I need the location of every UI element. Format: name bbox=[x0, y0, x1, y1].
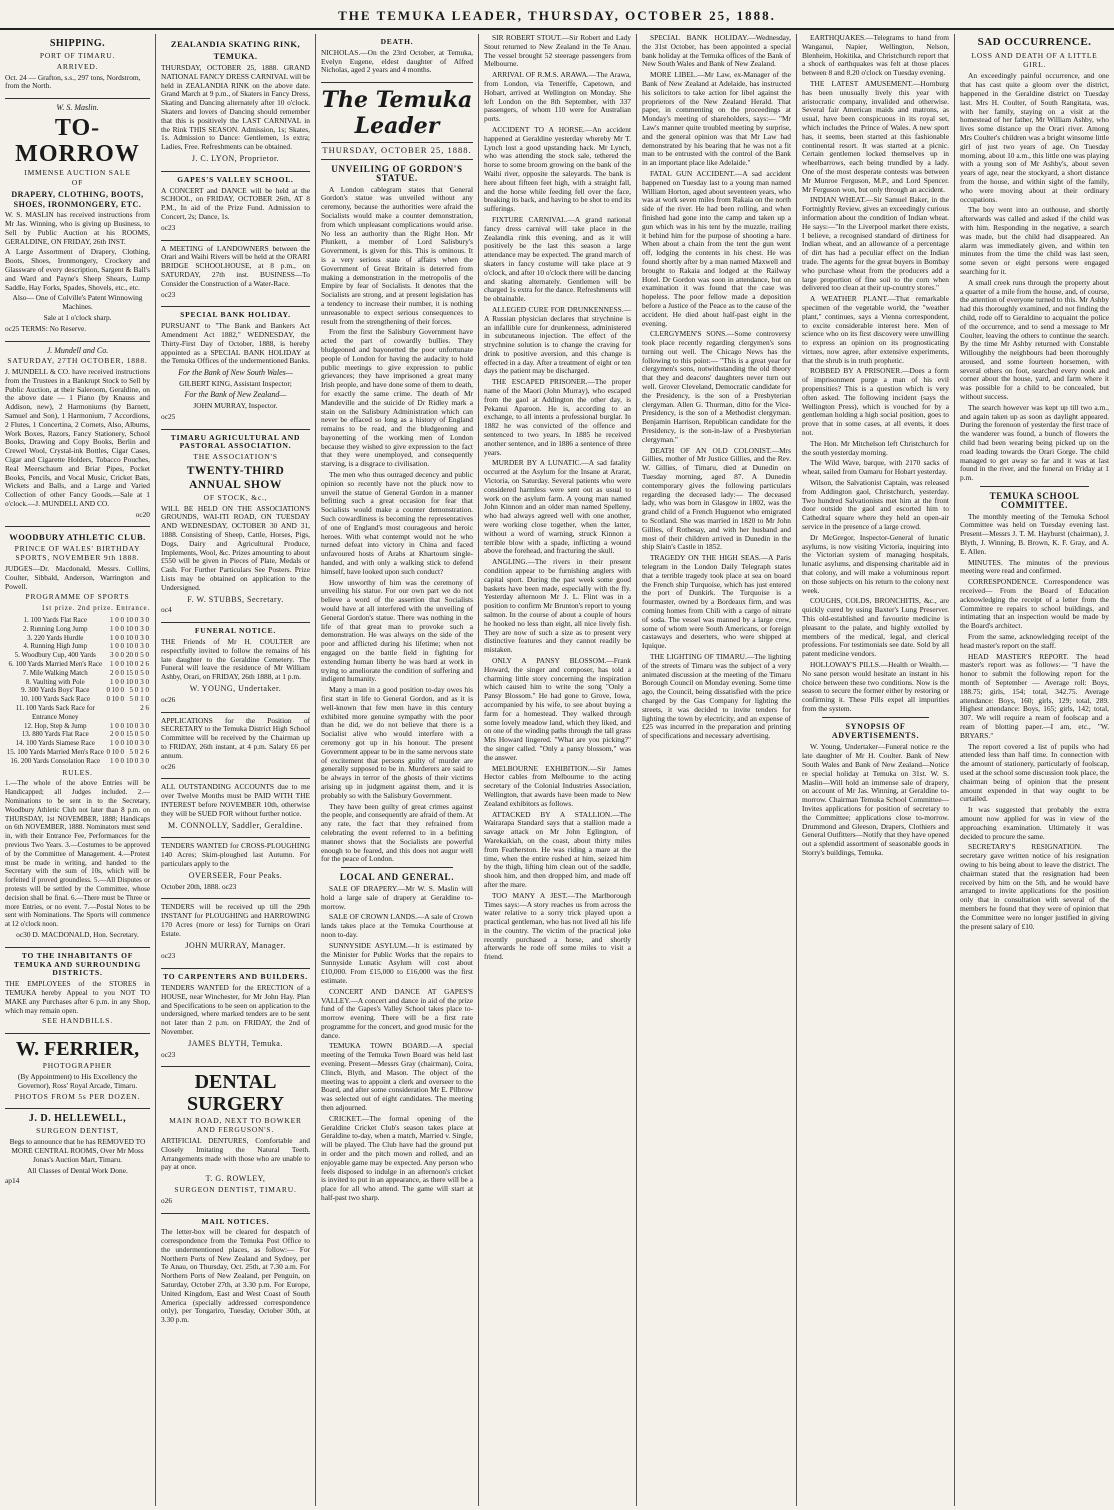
masthead bbox=[0, 0, 1114, 30]
news-item: TRAGEDY ON THE HIGH SEAS.—A Paris telegram in the London Daily Telegraph states that a terrible tragedy took place at sea on board the French ship Turquoise, which has just entered the port of Dunkirk. The Turquoise is a fourmaster, owned by a Bordeaux firm, and was coming homes from Chili with a cargo of nitrate of soda. The vessel was manned by a large crew, some of whom were South Americans, or foreign castaways and deserters, who were shipped at Iquique. bbox=[642, 553, 791, 651]
nameplate bbox=[321, 83, 473, 160]
dental-ref: o26 bbox=[161, 1195, 173, 1205]
news-item: DEATH OF AN OLD COLONIST.—Mrs Gillies, mother of Mr Justice Gillies, and the Rev. W. Gillies, of Timaru, died at Dunedin on Tuesday morning, aged 87. A Dunedin contemporary gives the following particulars regarding the deceased lady:— The deceased lady, who was born in Glasgow in 1802, was the grand child of a French Huguenot who emigrated to Scotland. She was married in 1820 to Mr John Gillies, of Rothesay, and with her husband and most of their children arrived in Dunedin in the ship Slain's Castle in 1852. bbox=[642, 445, 791, 552]
dental-title: SURGEON DENTIST, TIMARU. bbox=[174, 1184, 297, 1194]
harrow-ad bbox=[161, 899, 310, 969]
prize-cell: 3 0 bbox=[140, 756, 149, 765]
agri-show-heading: TWENTY-THIRD ANNUAL SHOW bbox=[186, 464, 285, 491]
gapes-body: A CONCERT and DANCE will be held at the SCHOOL, on FRIDAY, OCTOBER 26th, AT 8 P.M., In aid of the Prize Fund. Admission to Concert, 2s; Dance, 1s. bbox=[161, 185, 310, 221]
hellewell-name: J. D. HELLEWELL, bbox=[28, 1113, 127, 1125]
mundell-date: SATURDAY, 27TH OCTOBER, 1888. bbox=[7, 356, 148, 366]
agri-of: OF STOCK, &c., bbox=[203, 492, 268, 502]
news-item: HOLLOWAY'S PILLS.—Health or Wealth.—No sane person would hesitate an instant in his choice between these two conditions. Now is the season to secure the former either by restoring or confirming it. These Pills expel all impurities from the system. bbox=[802, 659, 949, 713]
hellewell-ad bbox=[5, 1109, 150, 1193]
news-item: Dr McGregor, Inspector-General of lunatic asylums, is now visiting Victoria, inquiring into the Victorian system of managing hospitals, lunatic asylums, and dispensing charitable aid in that colony, and will make a voluminous report on those subjects on his return to the colony next week. bbox=[802, 532, 949, 595]
news-item: TEMUKA TOWN BOARD.—A special meeting of the Temuka Town Board was held last evening. Present—Messrs Gray (chairman), Coira, Clinch, Blyth, and Mason. The object of the meeting was to appoint a clerk and overseer to the Board, and after some consideration Mr E. Pilbrow was selected out of eight candidates. The meeting then adjourned. bbox=[321, 1041, 473, 1113]
news-item: SIR ROBERT STOUT.—Sir Robert and Lady Stout returned to New Zealand in the Te Anau. The vessel brought 52 steerage passengers from Melbourne. bbox=[484, 34, 631, 69]
article-paragraph: The boy went into an outhouse, and shortly afterwards was called and asked if the child was with him. Responding in the negative, a search was made, but the child had disappeared. An alarm was immediately given, and within ten minutes from the time the child was last seen, some seven or eight persons were engaged searching for it. bbox=[960, 205, 1109, 276]
arrived-heading: ARRIVED. bbox=[56, 61, 99, 71]
article-body bbox=[321, 186, 473, 865]
school-committee-heading: TEMUKA SCHOOL COMMITTEE. bbox=[989, 491, 1080, 510]
of-text: OF bbox=[71, 178, 84, 188]
gapes-ref: oc23 bbox=[161, 222, 176, 232]
funeral-signature: W. YOUNG, Undertaker. bbox=[189, 684, 282, 694]
column-1 bbox=[0, 34, 155, 1506]
hellewell-body: Begs to announce that he has REMOVED TO MORE CENTRAL ROOMS, Over Mr Moss Jonas's Auction Mart, Timaru. bbox=[9, 1137, 146, 1164]
woodbury-subheading: PRINCE OF WALES' BIRTHDAY SPORTS, NOVEMBER 9th 1888. bbox=[14, 544, 141, 563]
auction-heading: IMMENSE AUCTION SALE bbox=[24, 167, 131, 177]
news-item: COUGHS, COLDS, BRONCHITIS, &c., are quickly cured by using Baxter's Lung Preserver. This old-established and favourite medicine is pleasant to the palate, and highly extolled by members of the medical, legal, and clerical professions. For testimonials see date. Sold by all patent medicine vendors. bbox=[802, 596, 949, 659]
prize-cell: 10 0 bbox=[126, 616, 139, 625]
news-item: THE LATEST AMUSEMENT.—Hornburg has been unusually lively this year with aristocratic company, invalided and otherwise. Several fair American maids and matrons, as usual, have been conspicuous in its royal set, which includes the Prince of Wales. A new sport has, it seems, been started at this fashionable continental resort. It was started at a picnic. Certain gentlemen locked themselves up in wheelbarrows, each being trundled by a lady. One of the most desperate contests was between Mr Munroe Ferguson, M.P., and Lord Spencer. Mr Ferguson won, but only through an accident. bbox=[802, 78, 949, 194]
agri-ad bbox=[161, 430, 310, 624]
prize-cell: 2 0 0 bbox=[110, 730, 124, 739]
rules-heading: RULES. bbox=[62, 767, 93, 777]
news-item: THE LIGHTING OF TIMARU.—The lighting of the streets of Timaru was the subject of a very animated discussion at the meeting of the Timaru Borough Council on Monday evening. Some time ago, the Council, being dissatisfied with the price charged by the Gas Company for lighting the streets, it was decided to invite tenders for lighting the town by electricity, and an expense of £25 was incurred in the preparation and printing of specifications and necessary advertising. bbox=[642, 651, 791, 741]
divider bbox=[822, 717, 929, 718]
port-heading: PORT OF TIMARU. bbox=[39, 51, 116, 60]
ferrier-ad bbox=[5, 1034, 150, 1109]
accounts-signature: M. CONNOLLY, Saddler, Geraldine. bbox=[168, 820, 303, 830]
news-item: A WEATHER PLANT.—That remarkable specimen of the vegetable world, the "weather plant," continues, says a Vienna correspondent, to excite considerable interest here. Men of science who on its first discovery were unwilling to express an opinion on its prognosticating virtues, now agree, after extensive experiments, that the shrub is in truth prophetic. bbox=[802, 294, 949, 365]
holiday-for-2: For the Bank of New Zealand— bbox=[184, 390, 287, 400]
hellewell-ref: ap14 bbox=[5, 1176, 20, 1186]
news-item: CRICKET.—The formal opening of the Geraldine Cricket Club's season takes place at Geraldine to-day, when a match, Married v. Single, will be played. The Club have had the ground put in order and the pitch mown and rolled, and an enjoyable game may be expected. Any person who feels disposed to indulge in an afternoon's cricket is invited to put in an appearance, as there will be a place for all who attend. The game will start at half-past two sharp. bbox=[321, 1113, 473, 1203]
holiday-ad bbox=[161, 307, 310, 429]
hellewell-heading: SURGEON DENTIST, bbox=[36, 1126, 119, 1136]
harrow-body: TENDERS will be received up till the 29th INSTANT for PLOUGHING and HARROWING 170 Acres (more or less) for Turnips on Orari Estate. bbox=[161, 902, 310, 938]
news-item: ANGLING.—The rivers in their present condition appear to be furnishing anglers with capital sport. During the past week some good baskets have been made, especially with the fly. Yesterday afternoon Mr J. L. Flint was in a position to confirm Mr Brunton's report to young salmon. In the course of about a couple of hours he hooked no less than eight, all nice lively fish. They are now of such a size as to present very distinctive features and they cannot readily be mistaken. bbox=[484, 557, 631, 655]
programme-row bbox=[5, 660, 150, 669]
woodbury-heading: WOODBURY ATHLETIC CLUB. bbox=[9, 532, 146, 543]
mail-body: The letter-box will be cleared for despatch of correspondence from the Temuka Post Office to the undermentioned places, as follow:— For Northern Ports of New Zealand and Sydney, per Te Anau, on Thursday, Oct. 25th, at 7.30 a.m. For Northern Ports of New Zealand, per Penguin, on Saturday, October 27th, at 3.30 p.m. For Europe, United Kingdom, East and West Coast of South America (specially addressed correspondence only), per Tongariro, Tuesday, October 30th, at 3.30 p.m. bbox=[161, 1227, 310, 1325]
prize-cell: 1 0 0 bbox=[110, 677, 124, 686]
programme-row bbox=[5, 642, 150, 651]
death-body: NICHOLAS.—On the 23rd October, at Temuka, Evelyn Eugene, eldest daughter of Alfred Nicholas, aged 2 years and 4 months. bbox=[321, 47, 473, 75]
carpenters-signature: JAMES BLYTH, Temuka. bbox=[188, 1038, 283, 1048]
newspaper-title: The Temuka Leader bbox=[321, 87, 473, 140]
prize-cell: 3 0 bbox=[140, 739, 149, 748]
secretary-ref: oc26 bbox=[161, 761, 176, 771]
report-paragraph: The report covered a list of pupils who had attended less than half time. In connection with the amount of stationery, particularly of foolscap, used at the school some discussion took place, the chairman being of opinion that the present amount expended in that way ought to be curtailed. bbox=[960, 741, 1109, 804]
holiday-for-1: For the Bank of New South Wales— bbox=[178, 368, 293, 378]
report-paragraph: It was suggested that probably the extra amount now applied for was in view of the approaching examination. Ultimately it was decided to procure the same. bbox=[960, 805, 1109, 841]
programme-row bbox=[5, 748, 150, 757]
harrow-signature: JOHN MURRAY, Manager. bbox=[185, 940, 286, 950]
sad-occurrence-subhead: LOSS AND DEATH OF A LITTLE GIRL. bbox=[971, 50, 1098, 69]
inhabitants-ad bbox=[5, 948, 150, 1034]
plough-date: October 20th, 1888. oc23 bbox=[161, 881, 237, 891]
news-item: SUNNYSIDE ASYLUM.—It is estimated by the Minister for Public Works that the repairs to Sunnyside Lunatic Asylum will cost about £10,000. From £15,000 to £16,000 was the first estimate. bbox=[321, 940, 473, 985]
news-item: SALE OF DRAPERY.—Mr W. S. Maslin will hold a large sale of drapery at Geraldine to-morrow. bbox=[321, 883, 473, 911]
event-name: 4. Running High Jump bbox=[23, 642, 88, 651]
prize-cell: 10 0 bbox=[126, 660, 139, 669]
ferrier-price: PHOTOS FROM 5s PER DOZEN. bbox=[14, 1091, 141, 1101]
article-paragraph: A small creek runs through the property about a quarter of a mile from the house, and, of course, the attention of everyone turned to this. Mr Ashby had this thoroughly examined, and not finding the child, rode off to Geraldine to acquaint the police of the occurrence, and to send a message to Mr Coulter, leaving the others to continue the search. By the time Mr Ashby returned with Constable Willoughby the neighbours had been thoroughly aroused, and some fourteen horsemen, with several others on foot, searched every nook and corner about the house, yard, and farm where it was possible for a child to be concealed, but without success. bbox=[960, 277, 1109, 402]
rules-text: 1.—The whole of the above Entries will be Handicapped; all Judges included. 2.—Nominations to be sent in to the Secretary, Woodbury Athletic Club not later than 8 p.m. on THURSDAY, 1st NOVEMBER, 1888; Handicaps on 6th NOVEMBER, 1888. Nominators must send in, with their Entrance Fee, Performances for the previous Two Years. 3.—Costumes to be approved of by the Committee of Management. 4.—Protest must be made in writing, and handed to the Secretary with the sum of 10s, which will be forfeited if proved groundless. 5.—All Disputes or protests will be settled by the Committee, whose decision shall be final. 6.—There must be Three or more Entries, or no event. 7.—Postal Notes to be sent with Nominations. The Sports will commence at 12 o'clock noon. bbox=[5, 779, 150, 929]
prize-cell: 5 0 bbox=[129, 686, 139, 695]
prize-cell: 1 0 bbox=[140, 695, 149, 704]
gapes-ad bbox=[161, 172, 310, 241]
programme-row bbox=[5, 669, 150, 678]
carpenters-ad bbox=[161, 969, 310, 1067]
event-name: 10. 100 Yards Sack Race bbox=[20, 695, 91, 704]
programme-row bbox=[5, 686, 150, 695]
prize-cell: 2 0 0 bbox=[110, 668, 124, 677]
prize-cell: 5 0 bbox=[129, 748, 139, 757]
programme-row bbox=[5, 704, 150, 722]
inhabitants-heading: TO THE INHABITANTS OF TEMUKA AND SURROUNDING DISTRICTS. bbox=[13, 950, 142, 978]
secretary-ad bbox=[161, 713, 310, 780]
programme-row bbox=[5, 634, 150, 643]
programme-row bbox=[5, 739, 150, 748]
programme-columns: 1st prize. 2nd prize. Entrance. bbox=[41, 604, 150, 613]
prize-cell bbox=[106, 704, 126, 722]
maslin-also: Also— One of Colville's Patent Winnowing Machines. bbox=[12, 293, 143, 312]
news-item: SPECIAL BANK HOLIDAY.—Wednesday, the 31st October, has been appointed a special bank holiday at the Temuka offices of the Bank of New South Wales and Bank of New Zealand. bbox=[642, 34, 791, 69]
event-name: 8. Vaulting with Pole bbox=[25, 677, 85, 686]
report-paragraph: MINUTES. The minutes of the previous meeting were read and confirmed. bbox=[960, 557, 1109, 576]
prize-cell: 0 10 0 bbox=[106, 748, 124, 757]
prize-cell: 10 0 bbox=[126, 624, 139, 633]
prize-cell: 5 0 bbox=[140, 668, 149, 677]
death-notice bbox=[321, 34, 473, 83]
dental-heading: DENTAL SURGERY bbox=[186, 1071, 285, 1116]
prize-cell: 1 0 0 bbox=[110, 624, 124, 633]
funeral-ref: oc26 bbox=[161, 694, 176, 704]
article-paragraph: From the first the Salisbury Government have acted the part of cowardly bullies. They bludgeoned and bayonetted the poor unfortunate people of London for having the audacity to hold public meetings to give expression to public grievances; they have imprisoned a great many Irish people, and have done some of them to death, for exactly the same crime. The death of Mr Mandeville and the suicide of Dr Ridley mark a stain on the Salisbury Administration which can never be effaced so long as a history of England remains to be read, and the bludgeoning and bayonetting of the working men of London because they wished to give expression to the fact that they were unemployed, and consequently starving, is a disgrace to civilisation. bbox=[321, 327, 473, 469]
plough-signature: OVERSEER, Four Peaks. bbox=[188, 870, 283, 880]
mundell-heading: J. Mundell and Co. bbox=[46, 345, 109, 355]
prize-cell: 5 0 bbox=[140, 730, 149, 739]
prize-cell: 10 0 bbox=[126, 633, 139, 642]
event-name: 15. 100 Yards Married Men's Race bbox=[6, 748, 104, 757]
sad-occurrence-headline: SAD OCCURRENCE. bbox=[977, 36, 1092, 48]
article-paragraph: The search however was kept up till two a.m., and again taken up as soon as daylight appeared. During the forenoon of yesterday the first trace of the wanderer was found, a bunch of flowers the child had been wearing being picked up on the road leading towards the Orari Gorge. The child managed to get away so far and it was at last found in the river, and the funeral on Friday at 1 p.m. bbox=[960, 402, 1109, 483]
woodbury-signature: oc30 D. MACDONALD, Hon. Secretary. bbox=[16, 929, 139, 939]
holiday-body: PURSUANT to "The Bank and Bankers Act Amendment Act 1882," WEDNESDAY, the Thirty-First Day of October, 1888, is hereby appointed as a SPECIAL BANK HOLIDAY at the Temuka Offices of the undermentioned Banks. bbox=[161, 321, 310, 366]
plough-body: TENDERS WANTED for CROSS-PLOUGHING 140 Acres; Skim-ploughed last Autumn. For particulars apply to the bbox=[161, 841, 310, 868]
maslin-sale: Sale at 1 o'clock sharp. bbox=[43, 313, 112, 323]
prize-cell: 20 0 bbox=[126, 651, 139, 660]
news-item: ONLY A PANSY BLOSSOM.—Frank Howard, the singer and composer, has told a charming little story concerning the inspiration which caused him to write the song "Only a Pansy Blossom." He had gone to Grove, Iowa, accompanied by his wife, to see about buying a farm for a homestead. They walked through some lovely meadow land, which they liked, and on one of the winding paths through the tall grass Mrs Howard lingered. "What are you picking?" the singer called. "Only a pansy blossom," was the answer. bbox=[484, 655, 631, 762]
hellewell-note: All Classes of Dental Work Done. bbox=[27, 1165, 128, 1175]
holiday-signature-1: GILBERT KING, Assistant Inspector; bbox=[179, 378, 292, 388]
prize-cell: 10 0 bbox=[126, 677, 139, 686]
funeral-body: THE Friends of Mr H. COULTER are respectfully invited to follow the remains of his late daughter to the Geraldine Cemetery. The Funeral will leave the residence of Mr William Ashby, Orari, on FRIDAY, 26th 1888, at 1 p.m. bbox=[161, 637, 310, 682]
news-item: FIXTURE CARNIVAL.—A grand national fancy dress carnival will take place in the Zealandia rink this evening, and as it will positively be the last this season a large attendance may be expected. The grand march of skaters in fancy costume will take place at 9 o'clock, and after 10 o'clock there will be dancing and skating alternately. Gentlemen will be charged 1s extra for the dance. Refreshments will be obtainable. bbox=[484, 214, 631, 304]
tomorrow-heading: TO-MORROW bbox=[15, 114, 140, 167]
event-name: 13. 880 Yards Flat Race bbox=[21, 730, 89, 739]
carpenters-body: TENDERS WANTED for the ERECTION of a HOUSE, near Winchester, for Mr John Hay. Plan and Specifications to be seen on application to the undersigned, where marked tenders are to be sent not later than 2 p.m. on FRIDAY, the 2nd of November. bbox=[161, 982, 310, 1036]
shipping-heading: SHIPPING. bbox=[49, 38, 106, 49]
prize-cell: 5 0 bbox=[129, 695, 139, 704]
prize-cell: 3 0 bbox=[140, 633, 149, 642]
prize-cell: 10 0 bbox=[126, 739, 139, 748]
arrived-text: Oct. 24 — Grafton, s.s., 297 tons, Nordstrom, from the North. bbox=[5, 72, 141, 91]
prize-cell: 15 0 bbox=[126, 730, 139, 739]
carpenters-ref: oc23 bbox=[161, 1049, 176, 1059]
programme-row bbox=[5, 757, 150, 766]
skating-ad bbox=[161, 34, 310, 172]
column-4 bbox=[478, 34, 636, 1506]
programme-row bbox=[5, 651, 150, 660]
accounts-body: ALL OUTSTANDING ACCOUNTS due to me over Twelve Months must be PAID WITH THE INTEREST before NOVEMBER 10th, otherwise they will be SUED FOR without further notice. bbox=[161, 782, 310, 818]
secretary-body: APPLICATIONS for the Position of SECRETARY to the Temuka District High School Committee will be received by the Chairman up to FRIDAY, 26th instant, at 4 p.m. Salary £6 per annum. bbox=[161, 715, 310, 760]
funeral-ad bbox=[161, 623, 310, 712]
dental-body: ARTIFICIAL DENTURES, Comfortable and Closely Imitating the Natural Teeth. Arrangements made with those who are unable to pay at once. bbox=[161, 1135, 310, 1172]
programme-table bbox=[5, 616, 150, 766]
agri-body: WILL BE HELD ON THE ASSOCIATION'S GROUNDS, WAI-ITI ROAD, ON TUESDAY AND WEDNESDAY, OCTOBER 30 AND 31, 1888. Consisting of Sheep, Cattle, Horses, Pigs, Dogs, Dairy and Agricultural Produce, Implements, Wool, &c. Prizes amounting to about £550 will be given in Pieces of Plate, Medals or Cash. For Further Particulars See Posters. Prize Lists may be obtained on application to the Undersigned. bbox=[161, 503, 310, 592]
prize-cell: 10 0 bbox=[126, 642, 139, 651]
prize-cell: 3 0 bbox=[140, 624, 149, 633]
article-paragraph: The men who thus outraged decency and public opinion so recently have not the pluck now to unveil the statue of General Gordon in a manner befitting such a great occasion for fear that Socialists would make a counter demonstration. Such cowardliness is becoming the representatives of one of England's most courageous and heroic heroes. With what contempt would not he who turned defeat into victory in China and faced unfavoured hosts of Arabs at Khartoum single-handed, and with only a walking stick to defend himself, have looked upon such conduct? bbox=[321, 470, 473, 576]
running-head: THE TEMUKA LEADER, THURSDAY, OCTOBER 25, 1888. bbox=[338, 8, 776, 23]
synopsis-text: W. Young, Undertaker—Funeral notice re the late daughter of Mr H. Coulter. Bank of New South Wales and Bank of New Zealand—Notice re special holiday at Temuka on 31st. W. S. Maslin—Will hold an immense sale of drapery, on account of Mr Jas. Winning, at Geraldine to-morrow. Chairman Temuka School Committee—Invites applications for position of secretary to the Committee; applications close to-morrow. Drummond and Gleeson, Drapers, Clothiers and General Outfitters—Notify that they have opened out a splendid assortment of seasonable goods in Storry's buildings, Temuka. bbox=[802, 742, 949, 857]
column-7 bbox=[954, 34, 1114, 1506]
goods-heading: DRAPERY, CLOTHING, BOOTS, SHOES, IRONMONGERY, ETC. bbox=[11, 190, 144, 209]
programme-row bbox=[5, 730, 150, 739]
event-name: 1. 100 Yards Flat Race bbox=[23, 616, 87, 625]
prize-cell: 1 0 0 bbox=[110, 616, 124, 625]
news-item: EARTHQUAKES.—Telegrams to hand from Wanganui, Napier, Wellington, Nelson, Blenheim, Hokitika, and Christchurch report that a shock of earthquakes was felt at those places between 8 and 8.20 o'clock on Tuesday evening. bbox=[802, 34, 949, 78]
prize-cell: 2 6 bbox=[140, 660, 149, 669]
prize-cell: 1 0 0 bbox=[110, 721, 124, 730]
landowners-ref: oc23 bbox=[161, 289, 176, 299]
news-item: MURDER BY A LUNATIC.—A sad fatality occurred at the Asylum for the Insane at Ararat, Victoria, on Saturday. Several patients who were considered harmless were sent out as usual to work on the asylum farm. A young man named John Kinnon and an older man named Spelleny, who had always agreed well with one another, were working close together, when the latter, without a word of warning, struck Kinnon a terrible blow with a spade, inflicting a wound above the forehead, and fracturing the skull. bbox=[484, 458, 631, 556]
news-item: ARRIVAL OF R.M.S. ARAWA.—The Arawa, from London, via Teneriffe, Capetown, and Hobart, arrived at Wellington on Monday. She left London on the 8th September, with 337 passengers, of whom 110 were for Australian ports. bbox=[484, 70, 631, 124]
prize-cell bbox=[125, 704, 139, 722]
news-item: INDIAN WHEAT.—Sir Samuel Baker, in the Fortnightly Review, gives an exceedingly curious information about the condition of Indian wheat. He says:—"In the Liverpool market there exists, I believe, a recognised standard of dirtiness for Indian wheat, and an allowance of a percentage of dirt has had a peculiar effect on the Indian trade. The agents for the great buyers in Bombay who purchase wheat from the producers add a large proportion of fine soil to the corn when delivered too clean at their up-country stores." bbox=[802, 195, 949, 293]
prize-cell: 1 0 0 bbox=[110, 633, 124, 642]
harrow-ref: oc23 bbox=[161, 951, 176, 961]
article-paragraph: An exceedingly painful occurrence, and one that has cast quite a gloom over the district, happened in the Geraldine district on Tuesday last. Mrs H. Coulter, of South Rangitata, was, with her family, staying on a visit at the homestead of her father, Mr William Ashby, who lives some distance up the Orari river. Among Mrs Coulter's children was a bright winsome little girl of just two years of age. On Tuesday morning, about 10 a.m., this little one was playing with a young son of Mr Ashby's, about seven years of age, near the stockyard, a short distance from the house, and within sight of the family, who were moving about at their ordinary occupations. bbox=[960, 71, 1109, 204]
inhabitants-see: SEE HANDBILLS. bbox=[42, 1016, 113, 1026]
holiday-ref: oc25 bbox=[161, 411, 176, 421]
accounts-ad bbox=[161, 779, 310, 838]
prize-cell: 2 6 bbox=[140, 704, 149, 713]
news-item: TOO MANY A JEST.—The Marlborough Times says:—A story reaches us from across the water relative to a sorry trick played upon a practical gentleman, who has not lived all his life in the country. The victim of the practical joke recently purchased a horse, and shortly afterwards he rode off some miles to visit a friend. bbox=[484, 890, 631, 962]
prize-cell: 5 0 bbox=[140, 651, 149, 660]
article-paragraph: Many a man in a good position to-day owes his first start in life to General Gordon, and as it is well-known that few men have in this century exhibited more genuine sympathy with the poor than he did, we do not believe that there is a Socialist alive who would interfere with a ceremony got up in his honour. The present Government appear to be in the same nervous state of excitement that persons guilty of murder are generally supposed to be in. Murderers are said to be always in terror of the ghosts of their victims arising up in judgment against them, and it is probably so with the Salisbury Government. bbox=[321, 685, 473, 800]
news-item: ROBBED BY A PRISONER.—Does a form of imprisonment purge a man of his evil propensities? This is a question which is very often asked. The following incident (says the Wellington Press), which is vouched for by a gentleman holding a high social position, goes to prove that in some cases, at all events, it does not. bbox=[802, 366, 949, 438]
holiday-signature-2: JOHN MURRAY, Inspector. bbox=[193, 400, 278, 410]
prize-cell: 1 0 0 bbox=[110, 642, 124, 651]
article-paragraph: A London cablegram states that General Gordon's statue was unveiled without any ceremony, because the authorities were afraid the Socialists would make a counter demonstration, from which unpleasant complications would arise. No less an authority than the Right Hon. Mr Plunkett, a member of Lord Salisbury's Government, is given for this. This is ominous. It is a very serious state of affairs when the Government of Great Britain is deterred from making a demonstration in the metropolis of the Empire by fear of Socialists. It denotes that the Socialists are strong, and at present legislation has a tendency to increase their number, it is nothing unreasonable to expect serious consequences to result from the strengthening of their forces. bbox=[321, 184, 473, 326]
news-item: SALE OF CROWN LANDS.—A sale of Crown lands takes place at the Temuka Courthouse at noon to-day. bbox=[321, 912, 473, 939]
event-name: 16. 200 Yards Consolation Race bbox=[10, 756, 101, 765]
funeral-heading: FUNERAL NOTICE. bbox=[194, 626, 277, 636]
plough-ad bbox=[161, 838, 310, 899]
news-item: Wilson, the Salvationist Captain, was released from Addington gaol, Christchurch, yesterday. Two hundred Salvationists met him at the front door outside the gaol and escorted him to Cathedral square where they held an open-air service in the presence of a large crowd. bbox=[802, 478, 949, 532]
programme-row bbox=[5, 722, 150, 731]
news-item: THE ESCAPED PRISONER.—The proper name of the Maori (John Murray), who escaped from the gaol at Addington the other day, is Pekanui Aparoon. He is, according to an exchange, to all intents a professional burglar. In 1882 he was convicted of the offence and sentenced to two years. In 1885 he received another sentence, and in 1886 a sentence of three years. bbox=[484, 377, 631, 457]
news-item: The Hon. Mr Mitchelson left Christchurch for the south yesterday morning. bbox=[802, 438, 949, 457]
event-name: 6. 100 Yards Married Men's Race bbox=[8, 660, 103, 669]
news-item: CLERGYMEN'S SONS.—Some controversy took place recently regarding clergymen's sons turning out well. The Chicago News has the following to this point:— "This is a great year for clergymen's sons, notwithstanding the old theory that they and deacons' daughters never turn out well. Grover Cleveland, Democratic candidate for the Presidency, is the son of a Presbyterian clergyman. Allen G. Thurman, ditto for the Vice-Presidency, is the son of a Methodist clergyman. Benjamin Harrison, Republican candidate for the Presidency, is the son-in-law of a Presbyterian clergyman." bbox=[642, 329, 791, 444]
skating-signature: J. C. LYON, Proprietor. bbox=[191, 153, 280, 163]
article-heading: UNVEILING OF GORDON'S STATUE. bbox=[331, 163, 463, 183]
news-item: MORE LIBEL.—Mr Law, ex-Manager of the Bank of New Zealand at Adelaide, has instructed his solicitors to take action for libel against the proprietors of the New Zealand Herald. That paper, in commenting on the proceedings at Monday's meeting of shareholders, says:— "Mr Law's manner quite troubled meeting by surprise, and the general opinion was that Mr Law had demonstrated by his bearing that he was not a fit man to be entrusted with the control of the Bank in an important place like Adelaide." bbox=[642, 70, 791, 168]
report-paragraph: HEAD MASTER'S REPORT. The head master's report was as follows:— "I have the honor to submit the following report for the month of September — Average roll: Boys, 188.75; girls, 154; total, 342.75. Average attendance: Boys, 160; girls, 129; total, 289. Highest attendance: Boys, 165; girls, 142; total, 307. We will require a ream of foolscap and a ream of blotting paper.—I am, etc., "W. BRYARS." bbox=[960, 651, 1109, 740]
article-paragraph: They have been guilty of great crimes against the people, and consequently are afraid of them. At any rate, the fact that they refrained from celebrating the event referred to in a befitting manner shows that the Socialists are powerful enough to be feared, and this does not augur well for the peace of London. bbox=[321, 801, 473, 864]
programme-row bbox=[5, 616, 150, 625]
dental-ad bbox=[161, 1067, 310, 1213]
prize-cell: 0 10 0 bbox=[106, 695, 124, 704]
agri-signature: F. W. STUBBS, Secretary. bbox=[187, 594, 284, 604]
event-name: 7. Mile Walking Match bbox=[22, 668, 88, 677]
event-name: 3. 220 Yards Hurdle bbox=[27, 633, 84, 642]
prize-cell: 0 10 0 bbox=[106, 686, 124, 695]
news-item: CONCERT AND DANCE AT GAPES'S VALLEY.—A concert and dance in aid of the prize fund of the Gapes's Valley School takes place to-morrow evening. There will be a first rate programme for the concert, and good music for the dance. bbox=[321, 986, 473, 1040]
holiday-heading: SPECIAL BANK HOLIDAY. bbox=[180, 310, 291, 320]
mail-ad bbox=[161, 1214, 310, 1333]
prize-cell: 10 0 bbox=[126, 756, 139, 765]
prize-cell: 1 0 0 bbox=[110, 756, 124, 765]
skating-body: THURSDAY, OCTOBER 25, 1888. GRAND NATIONAL FANCY DRESS CARNIVAL will be held in ZEALANDIA RINK on the above date. Grand March at 9 p.m., of Skaters in Fancy Dress, Skating and Dancing alternately after 10 o'clock. Skaters and lovers of Dancing should remember that this is positively the LAST CARNIVAL in the Rink THIS SEASON. Admission, 1s; Skates, 1s. Admission to Dance: Gentlemen, 1s extra; Ladies, Free. Refreshments can be obtained. bbox=[161, 63, 310, 152]
inhabitants-body: THE EMPLOYEES of the STORES in TEMUKA hereby Appeal to you NOT TO MAKE any Purchases after 6 p.m. in any Shop, which may remain open. bbox=[5, 979, 150, 1015]
skating-heading: ZEALANDIA SKATING RINK, TEMUKA. bbox=[170, 39, 301, 61]
event-name: 2. Running Long Jump bbox=[22, 624, 88, 633]
programme-row bbox=[5, 695, 150, 704]
event-name: 9. 300 Yards Boys' Race bbox=[21, 686, 90, 695]
news-item: The Wild Wave, barque, with 2170 sacks of wheat, sailed from Oamaru for Hobart yesterday. bbox=[802, 458, 949, 477]
maslin-ref: oc25 TERMS: No Reserve. bbox=[5, 323, 87, 333]
news-item: ACCIDENT TO A HORSE.—An accident happened at Geraldine yesterday whereby Mr T. Lynch lost a good upstanding hack. Mr Lynch, who was attending the stock sale, tethered the horse to some broom growing on the bank of the Waihi river, opposite the saleyards. The bank is here about fifteen feet high, with a straight fall, and the horse while feeding fell over the face, breaking its back, and having to be shot to end its sufferings. bbox=[484, 124, 631, 214]
column-6 bbox=[796, 34, 954, 1506]
prize-cell: 3 0 bbox=[140, 616, 149, 625]
article-paragraph: How unworthy of him was the ceremony of unveiling his statue. For our own part we do not believe a word of the assertion that Socialists would have at all interfered with the unveiling of General Gordon's statue. There was nothing in the life of that great man to provoke such a demonstration. He was always on the side of the poor and afflicted during his lifetime; when not engaged on the battle field in fighting for extending human liberty he was hard at work in trying to ameliorate the condition of suffering and indigent humanity. bbox=[321, 577, 473, 684]
maslin-body-2: A Large Assortment of Drapery, Clothing, Boots, Shoes, Ironmongery, Crockery and Glassware of every description, Sargent & Ball's and Ward and Payne's Sheep Shears, Lump Saddle, Hay Forks, Spades, Shovels, etc., etc. bbox=[5, 247, 150, 292]
programme-heading: PROGRAMME OF SPORTS bbox=[25, 592, 130, 602]
maslin-body: W. S. MASLIN has received instructions from Mr Jas. Winning, who is giving up Business, to Sell by Public Auction at his ROOMS, GERALDINE, ON FRIDAY, 26th INST. bbox=[5, 210, 150, 246]
agri-association: THE ASSOCIATION'S bbox=[193, 452, 278, 462]
shipping-section bbox=[5, 34, 150, 99]
woodbury-judges: JUDGES—Dr. Macdonald, Messrs. Collins, Coulter, Sibbald, Anderson, Warrington and Powell. bbox=[5, 564, 150, 591]
dental-signature: T. G. ROWLEY, bbox=[205, 1174, 266, 1184]
news-item: MELBOURNE EXHIBITION.—Sir James Hector cables from Melbourne to the acting secretary of the Colonial Industries Association, Wellington, that awards have been made to New Zealand exhibitors as follows. bbox=[484, 763, 631, 808]
mundell-body: J. MUNDELL & CO. have received instructions from the Trustees in a Bankrupt Stock to Sell by Public Auction, at their Saleroom, Geraldine, on the above date — 1 Piano (by Knauss and Addison, new), 2 Harmoniums (by Barnett, Samuel and Son), 1 Harmonium, 7 Accordions, 2 Flutes, 1 Concertina, 2 Cornets, Also, Albums, Work Boxes, Razors, Fancy Stationery, School Books, Drawing and Copy Books, Berlin and Crewel Wool, Crystal-ink Bottles, Cigar Cases, Cigar and Cigarette Holders, Tobacco Pouches, Real Meerschaum and Briar Pipes, Pocket Books, Pencils, and Vocal Music, Cricket Bats, Wickets and Balls, and a Large and Varied Collection of other Fancy Goods.—Sale at 1 o'clock.—J. MUNDELL AND CO. bbox=[5, 366, 150, 508]
prize-cell: 3 0 bbox=[140, 721, 149, 730]
divider bbox=[341, 867, 453, 868]
news-item: FATAL GUN ACCIDENT.—A sad accident happened on Tuesday last to a young man named William Horton, aged about seventeen years, who was at work seven miles from Rakaia on the north side of the river. He had been rolling, and when finished had gone into the camp and taken up a gun which was in his tent by the muzzle, trailing it behind him for the purpose of shooting a hare. When about a chain from the tent the gun went off, lodging the contents in his chest. He was found shortly after by a man named Maxwell and brought to Rakaia and lodged at the Railway Hotel. Dr Gordon was soon in attendance, but on examination it was found that the case was hopeless. The poor fellow made a deposition before a Justice of the Peace as to the cause of the accident. He died about half-past eight in the evening. bbox=[642, 168, 791, 328]
prize-cell: 1 0 0 bbox=[110, 739, 124, 748]
divider bbox=[980, 486, 1089, 487]
mail-heading: MAIL NOTICES. bbox=[201, 1216, 270, 1226]
prize-cell: 1 0 bbox=[140, 686, 149, 695]
column-3 bbox=[315, 34, 478, 1506]
programme-row bbox=[5, 625, 150, 634]
news-item: ATTACKED BY A STALLION.—The Wairarapa Standard says that a stallion made a savage attack on Mr John Eglington, of Warekaikiah, on the coast, about thirty miles from Featherston. He was riding a mare at the time, when the entire rushed at him, seized him by the thigh, lifting him clean out of the saddle, shook him, and then dropped him, and made off after the mare. bbox=[484, 809, 631, 889]
prize-cell: 3 0 bbox=[140, 677, 149, 686]
prize-cell: 2 6 bbox=[140, 748, 149, 757]
programme-row bbox=[5, 678, 150, 687]
mundell-ref: oc20 bbox=[135, 509, 150, 519]
prize-cell: 3 0 bbox=[140, 642, 149, 651]
event-name: 14. 100 Yards Siamese Race bbox=[15, 739, 95, 748]
news-item: ALLEGED CURE FOR DRUNKENNESS.—A Russian physician declares that strychnine is an infallible cure for drunkenness, administered in subcutaneous injection. The effect of the strychnine solution is to change the craving for drink to positive aversion, and this change is effected in a day. After a treatment of eight or ten days the patient may be discharged. bbox=[484, 304, 631, 376]
woodbury-ad bbox=[5, 527, 150, 947]
local-news bbox=[321, 885, 473, 1203]
report-paragraph: The monthly meeting of the Temuka School Committee was held on Tuesday evening last. Present—Messrs J. T. M. Hayhurst (chairman), J. Blyth, J. Winning, B. Brown, K. F. Gray, and A. E. Allen. bbox=[960, 511, 1109, 556]
maslin-ad bbox=[5, 99, 150, 341]
column-5 bbox=[636, 34, 796, 1506]
agri-heading: TIMARU AGRICULTURAL AND PASTORAL ASSOCIATION. bbox=[170, 432, 301, 451]
event-name: 12. Hop, Step & Jump bbox=[23, 721, 87, 730]
mundell-ad bbox=[5, 342, 150, 528]
prize-cell: 3 0 0 bbox=[110, 651, 124, 660]
event-name: 5. Woodbury Cup, 400 Yards bbox=[14, 651, 96, 660]
prize-cell: 1 0 0 bbox=[110, 660, 124, 669]
issue-date: THURSDAY, OCTOBER 25, 1888. bbox=[321, 142, 473, 155]
ferrier-body: (By Appointment) to His Excellency the Governor), Ross' Royal Arcade, Timaru. bbox=[17, 1071, 138, 1090]
column-2 bbox=[155, 34, 315, 1506]
ferrier-name: W. FERRIER, bbox=[15, 1038, 140, 1061]
landowners-body: A MEETING of LANDOWNERS between the Orari and Waihi Rivers will be held at the ORARI BRIDGE SCHOOLHOUSE, at 8 p.m., on SATURDAY, 27th inst. BUSINESS—To Consider the Construction of a Water-Race. bbox=[161, 243, 310, 288]
landowners-ad bbox=[161, 241, 310, 308]
report-paragraph: CORRESPONDENCE. Correspondence was received— From the Board of Education acknowledging the receipt of a letter from the Committee re repairs to school buildings, and intimating that an inspection would be made by the Board's architect. bbox=[960, 577, 1109, 631]
prize-cell: 10 0 bbox=[126, 721, 139, 730]
prize-cell: 15 0 bbox=[126, 668, 139, 677]
report-paragraph: SECRETARY'S RESIGNATION. The secretary gave written notice of his resignation owing to his being about to leave the district. The chairman stated that the resignation had been received by him on the 5th, and he would have arranged to invite applications for the position only that in consultation with several of the members he found that they were of opinion that the Committee were no longer justified in giving the present salary of £10. bbox=[960, 842, 1109, 931]
report-paragraph: From the same, acknowledging receipt of the head master's report on the staff. bbox=[960, 632, 1109, 650]
event-name: 11. 100 Yards Sack Race for Entrance Money bbox=[15, 704, 95, 721]
maslin-heading: W. S. Maslin. bbox=[56, 103, 99, 113]
carpenters-heading: TO CARPENTERS AND BUILDERS. bbox=[163, 972, 308, 982]
dental-subheading: MAIN ROAD, NEXT TO BOWKER AND FERGUSON'S. bbox=[169, 1116, 302, 1135]
agri-ref: oc4 bbox=[161, 605, 172, 615]
death-heading: DEATH. bbox=[380, 37, 414, 46]
local-heading: LOCAL AND GENERAL. bbox=[339, 872, 455, 883]
ferrier-heading: PHOTOGRAPHER bbox=[42, 1061, 113, 1071]
gapes-heading: GAPES'S VALLEY SCHOOL. bbox=[177, 174, 294, 184]
synopsis-heading: SYNOPSIS OF ADVERTISEMENTS. bbox=[831, 721, 920, 740]
